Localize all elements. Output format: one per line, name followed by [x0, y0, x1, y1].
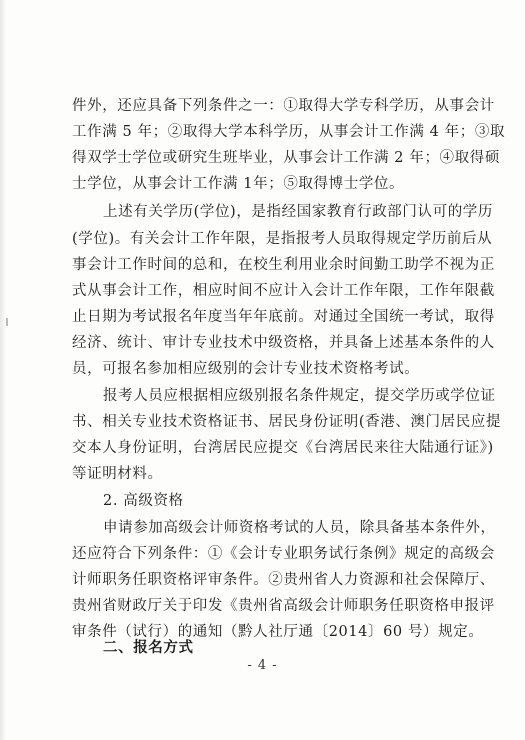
text-line: 等证明材料。 — [72, 466, 163, 482]
text-line: 员，可报名参加相应级别的会计专业技术资格考试。 — [72, 361, 420, 377]
text-line: (学位)。有关会计工作年限，是指报考人员取得规定学历前后从 — [72, 231, 493, 247]
text-line: 止日期为考试报名年度当年年底前。对通过全国统一考试，取得 — [72, 309, 495, 325]
section-heading-registration: 二、报名方式 — [103, 640, 194, 656]
text-line: 书、相关专业技术资格证书、居民身份证明(香港、澳门居民应提 — [72, 414, 502, 430]
text-line: 经济、统计、审计专业技术中级资格，并具备上述基本条件的人 — [72, 335, 495, 351]
text-line: 交本人身份证明，台湾居民应提交《台湾居民来往大陆通行证》) — [72, 440, 494, 456]
text-line: 士学位，从事会计工作满 1年；⑤取得博士学位。 — [72, 176, 405, 192]
text-line: 报考人员应根据相应级别报名条件规定，提交学历或学位证 — [103, 388, 496, 404]
text-line: 计师职务任职资格评审条件。②贵州省人力资源和社会保障厅、 — [72, 572, 495, 588]
text-line: 式从事会计工作，相应时间不应计入会计工作年限，工作年限截 — [72, 283, 495, 299]
text-line: 贵州省财政厅关于印发《贵州省高级会计师职务任职资格申报评 — [72, 598, 495, 614]
scan-speck — [6, 318, 8, 326]
text-line: 事会计工作时间的总和，在校生利用业余时间勤工助学不视为正 — [72, 257, 495, 273]
page-number: - 4 - — [247, 658, 278, 673]
subheading-senior-qualification: 2. 高级资格 — [103, 493, 184, 509]
text-line: 还应符合下列条件：①《会计专业职务试行条例》规定的高级会 — [72, 546, 495, 562]
text-line: 得双学士学位或研究生班毕业，从事会计工作满 2 年；④取得硕 — [72, 150, 500, 166]
text-line: 工作满 5 年；②取得大学本科学历，从事会计工作满 4 年；③取 — [72, 124, 506, 140]
text-line: 上述有关学历(学位)，是指经国家教育行政部门认可的学历 — [103, 204, 494, 220]
scan-edge-shadow — [0, 0, 6, 740]
text-line: 件外，还应具备下列条件之一：①取得大学专科学历，从事会计 — [72, 98, 495, 114]
text-line: 审条件（试行）的通知（黔人社厅通〔2014〕60 号）规定。 — [72, 624, 484, 640]
text-line: 申请参加高级会计师资格考试的人员，除具备基本条件外， — [103, 520, 496, 536]
